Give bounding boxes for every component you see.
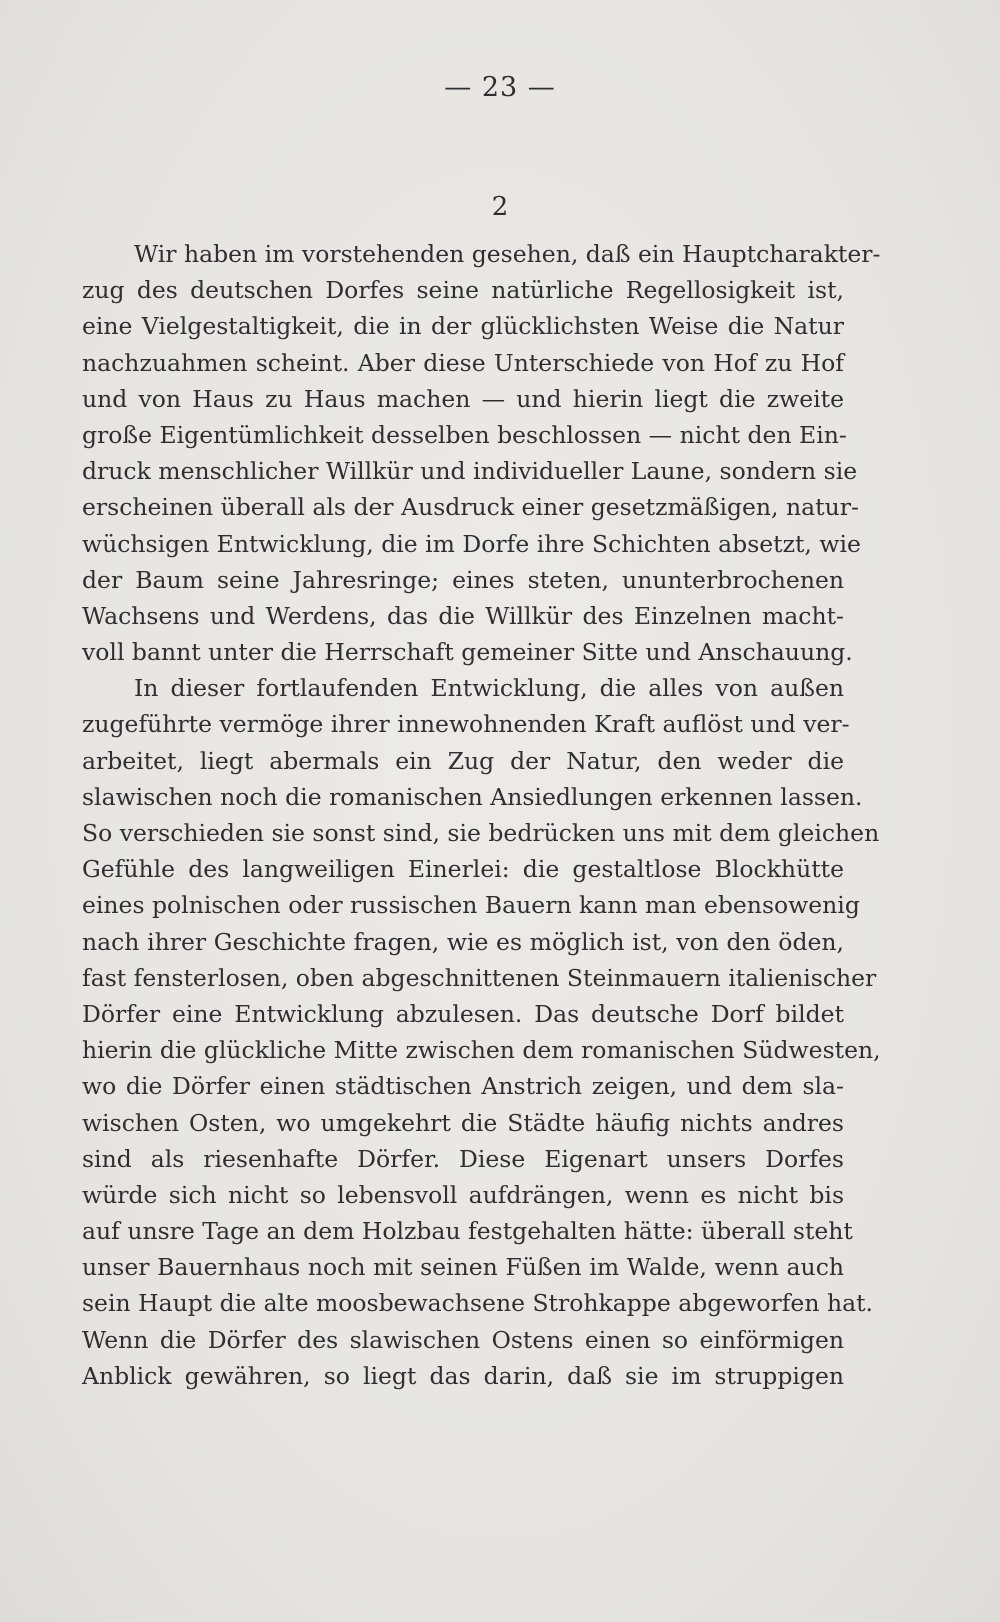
text-line: nach ihrer Geschichte fragen, wie es möglich ist, von den öden, bbox=[82, 927, 844, 956]
text-line: arbeitet, liegt abermals ein Zug der Natur, den weder die bbox=[82, 746, 844, 775]
text-line: der Baum seine Jahresringe; eines steten, ununterbrochenen bbox=[82, 565, 844, 594]
text-line: nachzuahmen scheint. Aber diese Unterschiede von Hof zu Hof bbox=[82, 348, 844, 377]
text-line: Gefühle des langweiligen Einerlei: die gestaltlose Blockhütte bbox=[82, 855, 844, 884]
page-number: — 23 — bbox=[444, 72, 556, 103]
text-line: fast fensterlosen, oben abgeschnittenen Steinmauern italienischer bbox=[82, 963, 877, 992]
text-line: druck menschlicher Willkür und individueller Laune, sondern sie bbox=[82, 457, 858, 486]
text-line: große Eigentümlichkeit desselben beschlossen — nicht den Ein- bbox=[82, 420, 847, 449]
text-line: sind als riesenhafte Dörfer. Diese Eigenart unsers Dorfes bbox=[82, 1144, 844, 1173]
text-line: zugeführte vermöge ihrer innewohnenden Kraft auflöst und ver- bbox=[82, 710, 850, 739]
text-line: Wir haben im vorstehenden gesehen, daß ein Hauptcharakter- bbox=[134, 240, 881, 268]
text-line: wo die Dörfer einen städtischen Anstrich zeigen, und dem sla- bbox=[82, 1072, 844, 1101]
text-line: Wachsens und Werdens, das die Willkür des Einzelnen macht- bbox=[82, 601, 844, 630]
text-line: zug des deutschen Dorfes seine natürliche Regellosigkeit ist, bbox=[82, 276, 844, 305]
text-line: Anblick gewähren, so liegt das darin, daß sie im struppigen bbox=[82, 1361, 844, 1390]
body-text bbox=[82, 236, 881, 1394]
text-line: voll bannt unter die Herrschaft gemeiner Sitte und Anschauung. bbox=[82, 638, 853, 667]
text-line: würde sich nicht so lebensvoll aufdrängen, wenn es nicht bis bbox=[82, 1180, 844, 1209]
text-line: eine Vielgestaltigkeit, die in der glücklichsten Weise die Natur bbox=[82, 312, 844, 341]
text-line: auf unsre Tage an dem Holzbau festgehalten hätte: überall steht bbox=[82, 1217, 853, 1246]
text-line: So verschieden sie sonst sind, sie bedrücken uns mit dem gleichen bbox=[82, 819, 880, 847]
text-line: wischen Osten, wo umgekehrt die Städte häufig nichts andres bbox=[82, 1108, 844, 1137]
text-line: erscheinen überall als der Ausdruck einer gesetzmäßigen, natur- bbox=[82, 493, 859, 522]
text-line: sein Haupt die alte moosbewachsene Strohkappe abgeworfen hat. bbox=[82, 1289, 874, 1318]
text-line: eines polnischen oder russischen Bauern kann man ebensowenig bbox=[82, 891, 860, 920]
section-number: 2 bbox=[491, 192, 509, 222]
text-line: unser Bauernhaus noch mit seinen Füßen im Walde, wenn auch bbox=[82, 1253, 844, 1282]
text-line: und von Haus zu Haus machen — und hierin liegt die zweite bbox=[82, 384, 844, 413]
text-line: wüchsigen Entwicklung, die im Dorfe ihre Schichten absetzt, wie bbox=[82, 529, 861, 558]
text-line: slawischen noch die romanischen Ansiedlungen erkennen lassen. bbox=[82, 782, 863, 811]
text-line: In dieser fortlaufenden Entwicklung, die alles von außen bbox=[134, 674, 844, 703]
text-line: Dörfer eine Entwicklung abzulesen. Das deutsche Dorf bildet bbox=[82, 999, 844, 1028]
text-line: hierin die glückliche Mitte zwischen dem romanischen Südwesten, bbox=[82, 1036, 881, 1065]
text-line: Wenn die Dörfer des slawischen Ostens einen so einförmigen bbox=[82, 1325, 844, 1354]
